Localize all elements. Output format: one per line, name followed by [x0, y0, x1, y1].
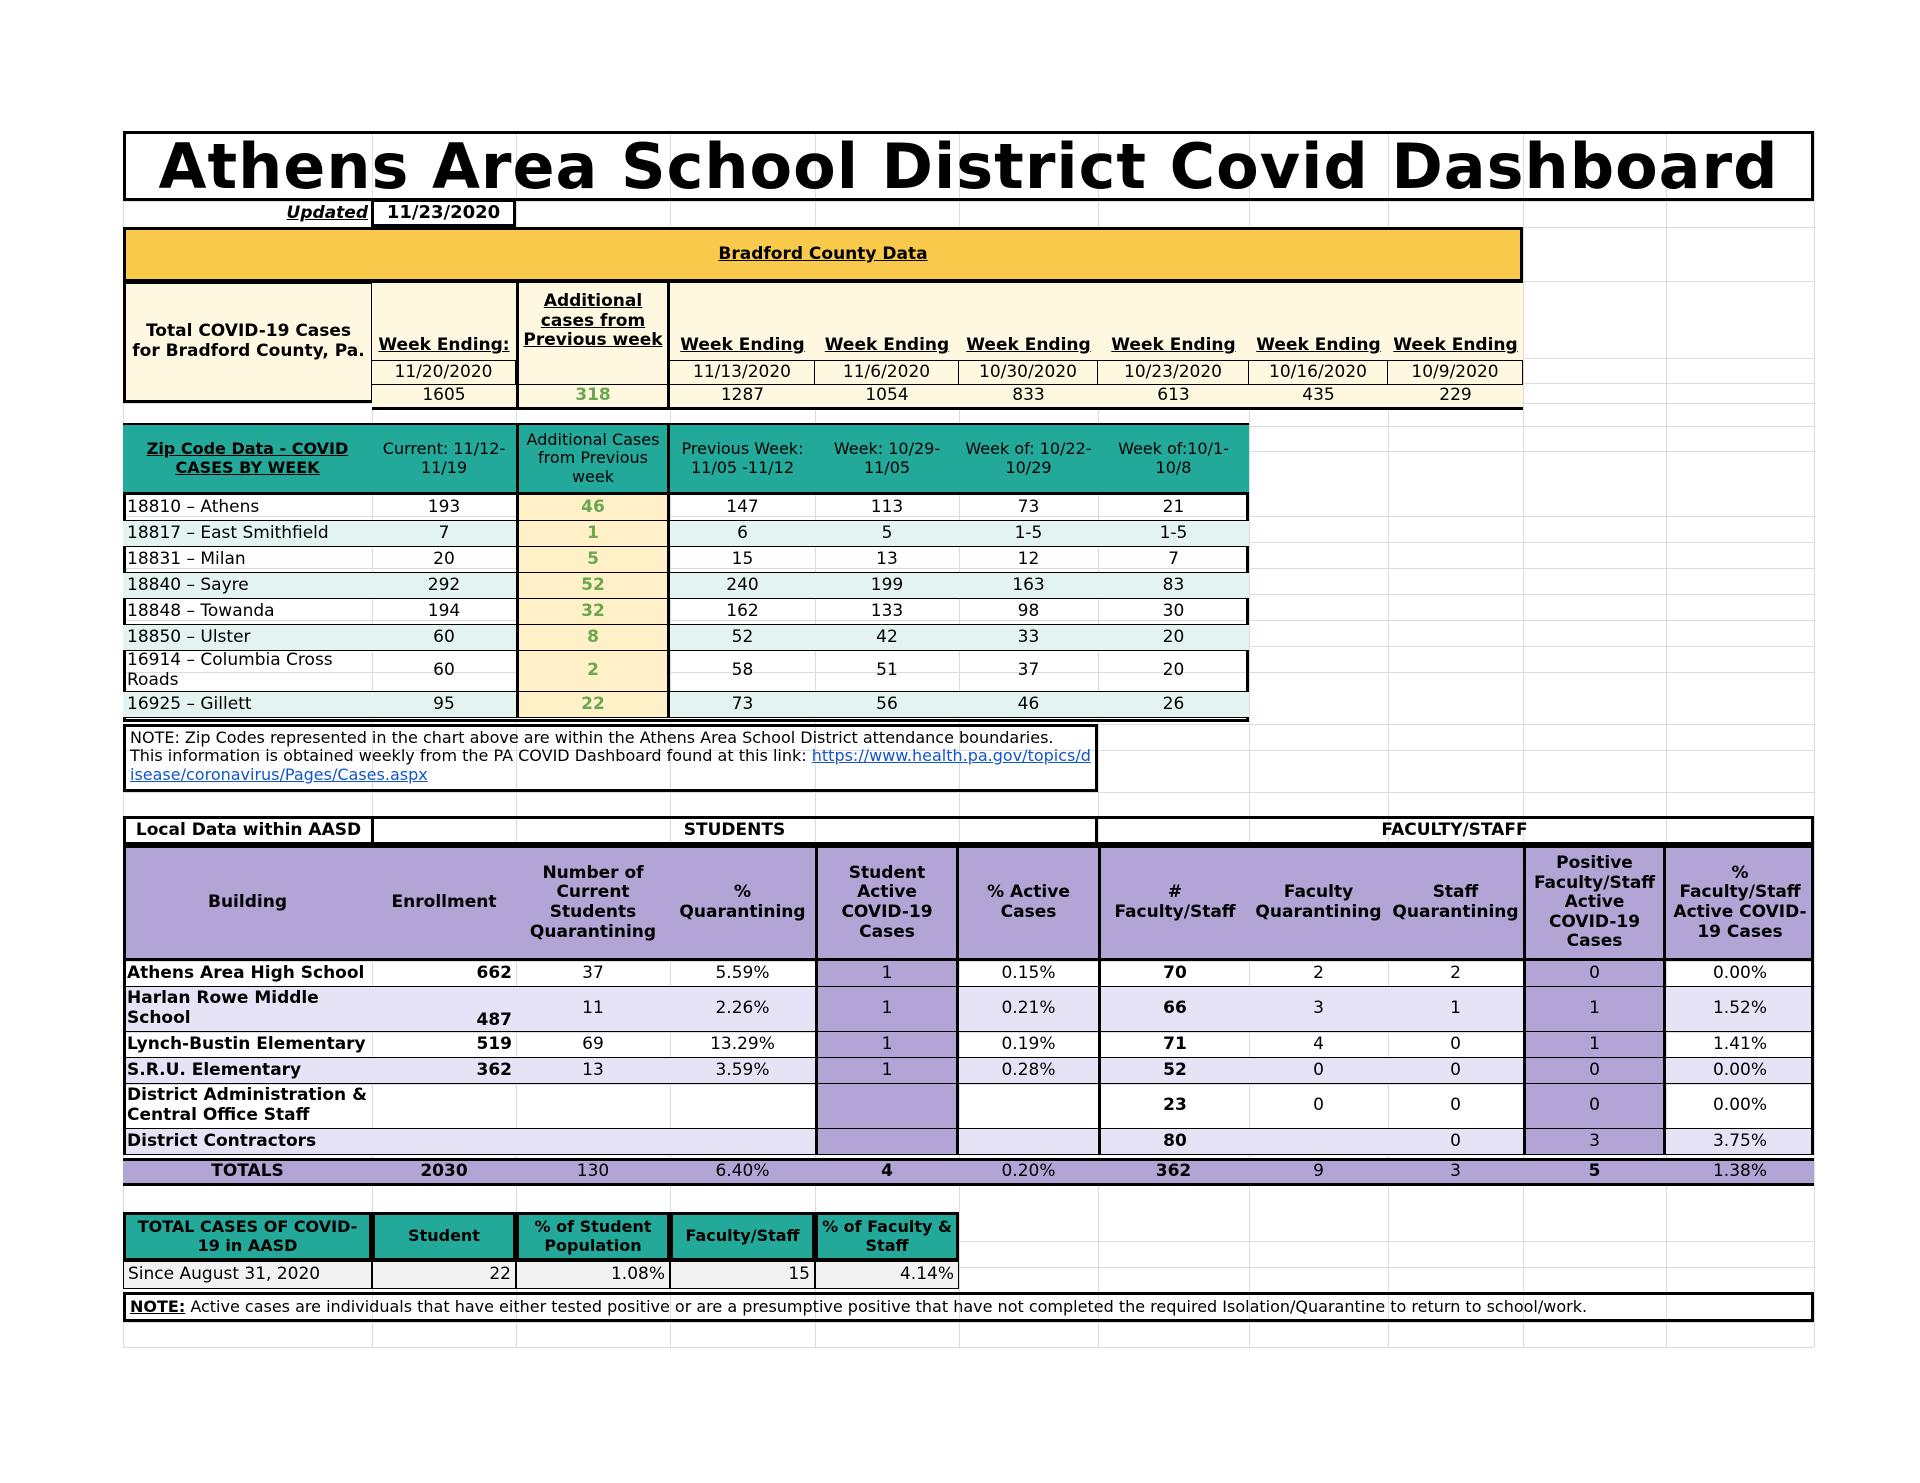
local-value-cell: 0	[1523, 1058, 1666, 1084]
zip-code-label: 16914 – Columbia Cross Roads	[123, 651, 372, 692]
local-left-border	[123, 845, 126, 1155]
zip-value-cell: 7	[372, 521, 516, 547]
local-value-cell: 362	[372, 1058, 516, 1084]
local-header-cell: % Active Cases	[959, 845, 1098, 961]
local-value-cell: 0.00%	[1666, 961, 1814, 987]
local-value-cell: 2.26%	[670, 987, 815, 1032]
local-value-cell: 1	[815, 961, 959, 987]
totals-value-cell: 5	[1523, 1158, 1666, 1186]
local-value-cell	[959, 1084, 1098, 1129]
page-title	[123, 131, 1814, 201]
zip-value-cell: 42	[815, 625, 959, 651]
zip-value-cell: 52	[516, 573, 670, 599]
local-value-cell: 0	[1523, 1084, 1666, 1129]
zip-value-cell: 26	[1098, 692, 1249, 718]
zip-value-cell: 33	[959, 625, 1098, 651]
building-label: Athens Area High School	[123, 961, 372, 987]
total-header-cell: % of Student Population	[516, 1212, 670, 1261]
county-date-cell: 10/16/2020	[1249, 360, 1388, 385]
zip-value-cell: 292	[372, 573, 516, 599]
local-value-cell: 80	[1098, 1129, 1249, 1155]
zip-value-cell: 22	[516, 692, 670, 718]
local-value-cell: 2	[1388, 961, 1523, 987]
local-value-cell: 3	[1249, 987, 1388, 1032]
totals-value-cell: 362	[1098, 1158, 1249, 1186]
local-value-cell: 0	[1249, 1058, 1388, 1084]
county-banner: Bradford County Data	[123, 227, 1523, 282]
zip-value-cell: 12	[959, 547, 1098, 573]
local-header-cell: Building	[123, 845, 372, 961]
local-value-cell: 52	[1098, 1058, 1249, 1084]
zip-header-cell: Previous Week: 11/05 -11/12	[670, 425, 815, 495]
building-label: District Contractors	[123, 1129, 372, 1155]
local-value-cell	[815, 1084, 959, 1129]
zip-code-label: 18817 – East Smithfield	[123, 521, 372, 547]
county-header-cell: Week Ending	[815, 283, 959, 360]
local-value-cell	[372, 1129, 516, 1155]
zip-code-label: 18840 – Sayre	[123, 573, 372, 599]
zip-value-cell: 133	[815, 599, 959, 625]
local-value-cell: 0	[1388, 1129, 1523, 1155]
updated-date: 11/23/2020	[371, 199, 516, 227]
local-value-cell: 0	[1388, 1058, 1523, 1084]
local-section-label: Local Data within AASD	[123, 816, 374, 845]
county-value-cell: 613	[1098, 385, 1249, 410]
local-value-cell: 0	[1388, 1032, 1523, 1058]
zip-header-cell: Week of: 10/22-10/29	[959, 425, 1098, 495]
county-header-cell: Week Ending	[1249, 283, 1388, 360]
local-header-cell: Number of Current Students Quarantining	[516, 845, 670, 961]
local-value-cell: 1	[1523, 987, 1666, 1032]
local-value-cell	[372, 1084, 516, 1129]
local-value-cell: 11	[516, 987, 670, 1032]
zip-value-cell: 240	[670, 573, 815, 599]
totals-value-cell: 3	[1388, 1158, 1523, 1186]
total-value-cell: 1.08%	[516, 1261, 670, 1289]
zip-value-cell: 52	[670, 625, 815, 651]
zip-value-cell: 95	[372, 692, 516, 718]
page-title-text: Athens Area School District Covid Dashboard	[158, 131, 1779, 201]
grid-row-line	[123, 1322, 1814, 1323]
local-value-cell	[670, 1084, 815, 1129]
zip-value-cell: 46	[516, 495, 670, 521]
local-value-cell: 2	[1249, 961, 1388, 987]
zip-note-text: NOTE: Zip Codes represented in the chart above are within the Athens Area School District attendance boundaries. This information is obtained weekly from the PA COVID Dashboard found at this link:	[130, 728, 1054, 766]
local-value-cell	[670, 1129, 815, 1155]
local-value-cell: 13.29%	[670, 1032, 815, 1058]
footer-note	[123, 1292, 1814, 1322]
total-header-cell: TOTAL CASES OF COVID-19 in AASD	[123, 1212, 372, 1261]
county-header-cell: Week Ending	[959, 283, 1098, 360]
zip-value-cell: 5	[516, 547, 670, 573]
county-row-label: Total COVID-19 Cases for Bradford County, Pa.	[123, 281, 374, 403]
county-value-cell: 229	[1388, 385, 1523, 410]
local-value-cell: 70	[1098, 961, 1249, 987]
local-header-cell: Enrollment	[372, 845, 516, 961]
zip-value-cell: 163	[959, 573, 1098, 599]
faculty-label: FACULTY/STAFF	[1095, 816, 1814, 845]
county-header-cell: Additional cases from Previous week	[516, 283, 670, 360]
local-value-cell	[516, 1084, 670, 1129]
county-date-cell: 11/6/2020	[815, 360, 959, 385]
zip-header-cell: Zip Code Data - COVID CASES BY WEEK	[123, 425, 372, 495]
local-header-cell: Student Active COVID-19 Cases	[815, 845, 959, 961]
zip-value-cell: 147	[670, 495, 815, 521]
zip-header-additional: Additional Cases from Previous week	[516, 425, 670, 495]
local-value-cell: 3	[1523, 1129, 1666, 1155]
local-header-cell: % Quarantining	[670, 845, 815, 961]
zip-value-cell: 113	[815, 495, 959, 521]
grid-row-line	[123, 792, 1814, 793]
local-value-cell: 1.41%	[1666, 1032, 1814, 1058]
local-value-cell: 4	[1249, 1032, 1388, 1058]
grid-row-line	[123, 1347, 1814, 1348]
zip-note	[123, 724, 1098, 792]
local-value-cell	[1249, 1129, 1388, 1155]
zip-value-cell: 60	[372, 651, 516, 692]
zip-value-cell: 7	[1098, 547, 1249, 573]
zip-value-cell: 56	[815, 692, 959, 718]
totals-value-cell: 1.38%	[1666, 1158, 1814, 1186]
county-header-cell: Week Ending:	[372, 283, 516, 360]
total-header-cell: % of Faculty & Staff	[815, 1212, 959, 1261]
footer-note-label: NOTE:	[130, 1296, 186, 1316]
county-header-cell: Week Ending	[1388, 283, 1523, 360]
county-date-cell: 11/13/2020	[670, 360, 815, 385]
zip-code-label: 18831 – Milan	[123, 547, 372, 573]
local-value-cell: 13	[516, 1058, 670, 1084]
county-value-cell: 435	[1249, 385, 1388, 410]
local-value-cell: 519	[372, 1032, 516, 1058]
local-value-cell: 1	[1388, 987, 1523, 1032]
zip-value-cell: 51	[815, 651, 959, 692]
zip-value-cell: 46	[959, 692, 1098, 718]
zip-value-cell: 37	[959, 651, 1098, 692]
zip-value-cell: 20	[372, 547, 516, 573]
zip-value-cell: 32	[516, 599, 670, 625]
local-value-cell: 69	[516, 1032, 670, 1058]
zip-value-cell: 193	[372, 495, 516, 521]
zip-value-cell: 5	[815, 521, 959, 547]
local-header-cell: Faculty Quarantining	[1249, 845, 1388, 961]
local-value-cell: 0	[1388, 1084, 1523, 1129]
local-value-cell: 1	[815, 1058, 959, 1084]
local-header-cell: Staff Quarantining	[1388, 845, 1523, 961]
building-label: Harlan Rowe Middle School	[123, 987, 372, 1032]
footer-note-text: Active cases are individuals that have either tested positive or are a presumptive positive that have not completed the required Isolation/Quarantine to return to school/work.	[185, 1296, 1588, 1316]
building-label: District Administration & Central Office Staff	[123, 1084, 372, 1129]
county-header-cell: Week Ending	[1098, 283, 1249, 360]
zip-value-cell: 20	[1098, 651, 1249, 692]
zip-code-label: 18810 – Athens	[123, 495, 372, 521]
updated-label: Updated	[286, 203, 368, 224]
local-value-cell	[516, 1129, 670, 1155]
zip-value-cell: 58	[670, 651, 815, 692]
zip-value-cell: 162	[670, 599, 815, 625]
zip-value-cell: 1-5	[959, 521, 1098, 547]
grid-column-line	[1814, 131, 1815, 1347]
total-value-cell: 15	[670, 1261, 815, 1289]
local-value-cell: 0	[1523, 961, 1666, 987]
zip-header-cell: Week of:10/1-10/8	[1098, 425, 1249, 495]
totals-label: TOTALS	[123, 1158, 372, 1186]
total-value-cell: 4.14%	[815, 1261, 959, 1289]
zip-note-link[interactable]: https://www.health.pa.gov/topics/disease/coronavirus/Pages/Cases.aspx	[130, 746, 1091, 784]
totals-value-cell: 9	[1249, 1158, 1388, 1186]
local-value-cell: 0	[1249, 1084, 1388, 1129]
county-header-cell: Week Ending	[670, 283, 815, 360]
zip-value-cell: 83	[1098, 573, 1249, 599]
totals-value-cell: 130	[516, 1158, 670, 1186]
local-value-cell: 23	[1098, 1084, 1249, 1129]
totals-value-cell: 4	[815, 1158, 959, 1186]
local-value-cell: 0.21%	[959, 987, 1098, 1032]
local-value-cell: 0.19%	[959, 1032, 1098, 1058]
local-header-cell: # Faculty/Staff	[1098, 845, 1249, 961]
county-value-cell: 1054	[815, 385, 959, 410]
local-value-cell: 1.52%	[1666, 987, 1814, 1032]
zip-header-cell: Current: 11/12-11/19	[372, 425, 516, 495]
local-value-cell: 1	[1523, 1032, 1666, 1058]
zip-value-cell: 60	[372, 625, 516, 651]
local-value-cell: 1	[815, 1032, 959, 1058]
local-value-cell: 3.59%	[670, 1058, 815, 1084]
county-value-cell: 833	[959, 385, 1098, 410]
totals-value-cell: 0.20%	[959, 1158, 1098, 1186]
local-right-border	[1811, 845, 1814, 1155]
students-label: STUDENTS	[371, 816, 1098, 845]
zip-value-cell: 194	[372, 599, 516, 625]
county-date-cell: 10/23/2020	[1098, 360, 1249, 385]
local-value-cell	[815, 1129, 959, 1155]
local-value-cell: 0.28%	[959, 1058, 1098, 1084]
zip-value-cell: 1-5	[1098, 521, 1249, 547]
local-value-cell: 0.00%	[1666, 1084, 1814, 1129]
zip-code-label: 16925 – Gillett	[123, 692, 372, 718]
zip-code-label: 18850 – Ulster	[123, 625, 372, 651]
local-value-cell: 487	[372, 987, 516, 1032]
zip-value-cell: 73	[959, 495, 1098, 521]
zip-value-cell: 13	[815, 547, 959, 573]
local-value-cell: 0.15%	[959, 961, 1098, 987]
total-header-cell: Faculty/Staff	[670, 1212, 815, 1261]
zip-header-cell: Week: 10/29-11/05	[815, 425, 959, 495]
zip-value-cell: 30	[1098, 599, 1249, 625]
totals-value-cell: 6.40%	[670, 1158, 815, 1186]
local-value-cell: 71	[1098, 1032, 1249, 1058]
local-header-cell: Positive Faculty/Staff Active COVID-19 Cases	[1523, 845, 1666, 961]
zip-value-cell: 2	[516, 651, 670, 692]
county-date-cell: 11/20/2020	[372, 360, 516, 385]
building-label: Lynch-Bustin Elementary	[123, 1032, 372, 1058]
county-value-cell: 1287	[670, 385, 815, 410]
local-header-cell: % Faculty/Staff Active COVID-19 Cases	[1666, 845, 1814, 961]
zip-value-cell: 98	[959, 599, 1098, 625]
zip-value-cell: 6	[670, 521, 815, 547]
total-value-cell: 22	[372, 1261, 516, 1289]
local-value-cell: 66	[1098, 987, 1249, 1032]
local-value-cell: 5.59%	[670, 961, 815, 987]
zip-value-cell: 199	[815, 573, 959, 599]
zip-value-cell: 8	[516, 625, 670, 651]
spreadsheet-page	[123, 131, 1814, 1347]
county-date-cell: 10/9/2020	[1388, 360, 1523, 385]
local-value-cell: 3.75%	[1666, 1129, 1814, 1155]
zip-value-cell: 21	[1098, 495, 1249, 521]
total-row-label: Since August 31, 2020	[123, 1261, 372, 1289]
zip-value-cell: 73	[670, 692, 815, 718]
zip-value-cell: 15	[670, 547, 815, 573]
county-date-cell: 10/30/2020	[959, 360, 1098, 385]
county-value-cell: 318	[516, 385, 670, 410]
local-value-cell: 0.00%	[1666, 1058, 1814, 1084]
local-value-cell	[959, 1129, 1098, 1155]
zip-value-cell: 20	[1098, 625, 1249, 651]
totals-value-cell: 2030	[372, 1158, 516, 1186]
local-value-cell: 1	[815, 987, 959, 1032]
total-header-cell: Student	[372, 1212, 516, 1261]
zip-code-label: 18848 – Towanda	[123, 599, 372, 625]
local-value-cell: 37	[516, 961, 670, 987]
zip-value-cell: 1	[516, 521, 670, 547]
building-label: S.R.U. Elementary	[123, 1058, 372, 1084]
local-value-cell: 662	[372, 961, 516, 987]
county-date-cell	[516, 360, 670, 385]
county-value-cell: 1605	[372, 385, 516, 410]
